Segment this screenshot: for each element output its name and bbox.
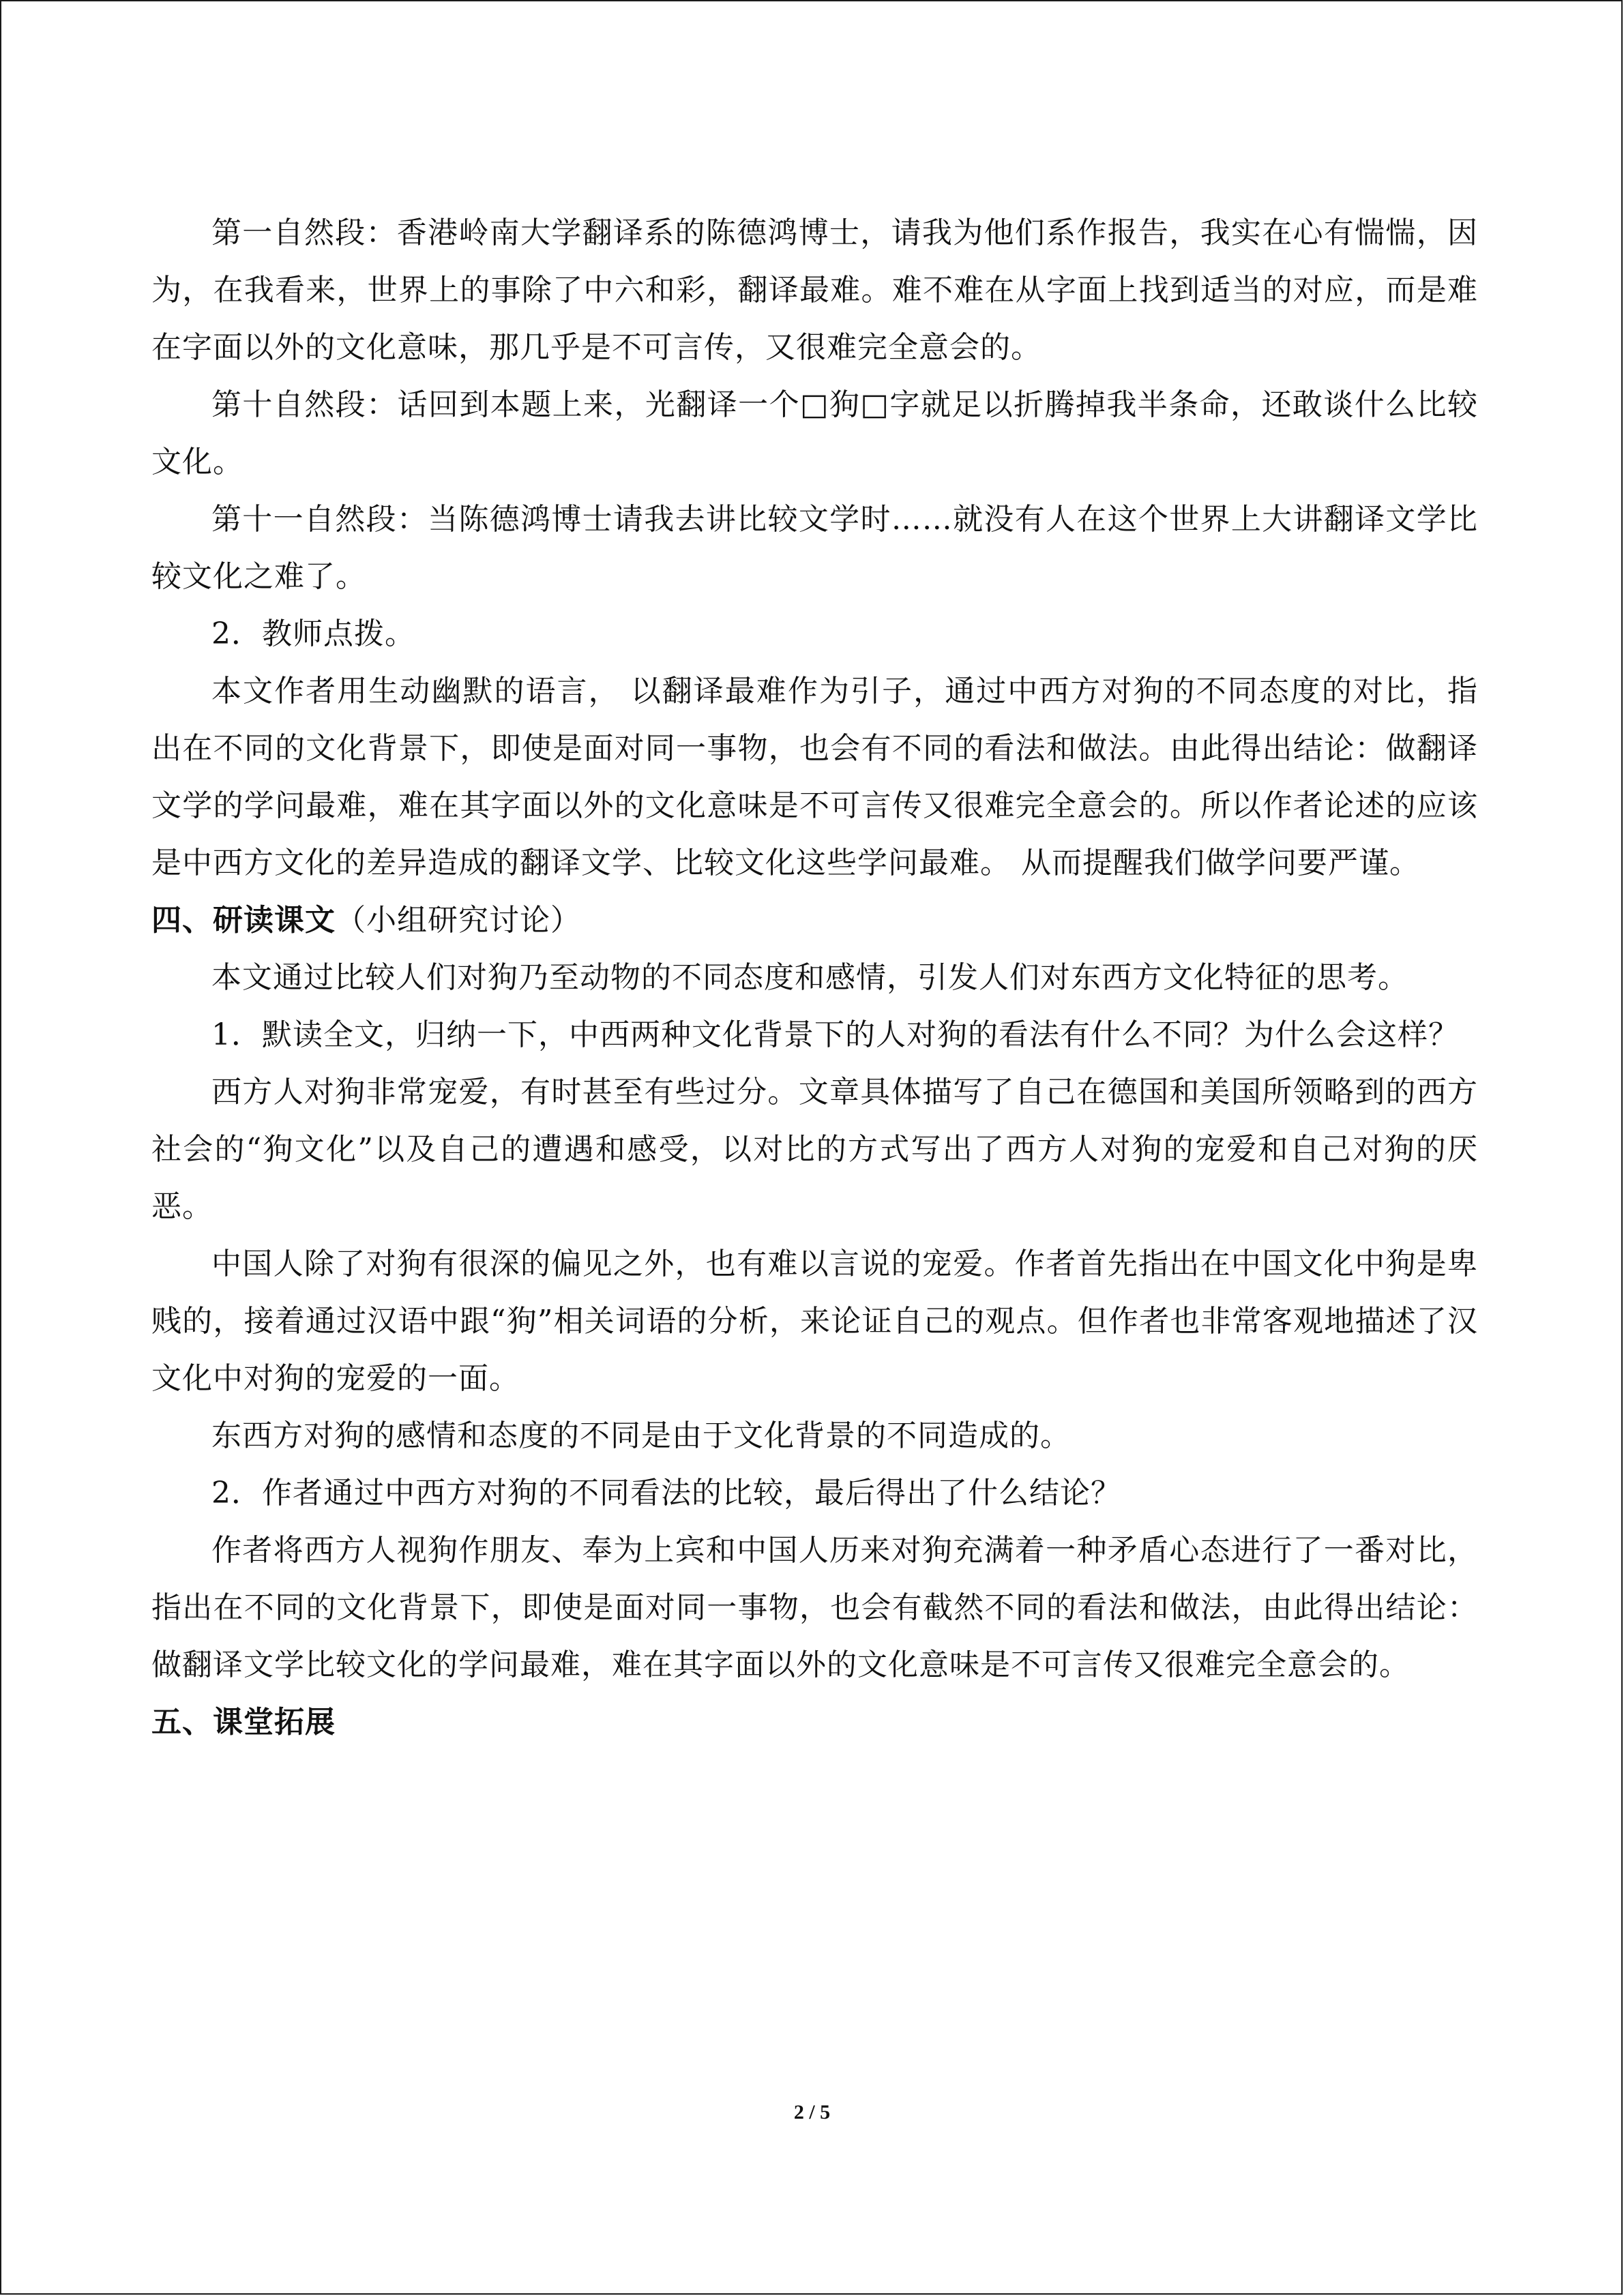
section-heading-4: [151, 892, 1478, 949]
document-body: [151, 205, 1478, 1751]
page-number: 2 / 5: [793, 2101, 831, 2123]
paragraph-3: 第十一自然段：当陈德鸿博士请我去讲比较文学时……就没有人在这个世界上大讲翻译文学比较文化之难了。: [151, 502, 1478, 594]
list-item-teacher-guidance: 2．教师点拨。: [211, 616, 415, 651]
question-1: 1．默读全文，归纳一下，中西两种文化背景下的人对狗的看法有什么不同？为什么会这样？: [211, 1017, 1459, 1052]
question-2: 2．作者通过中西方对狗的不同看法的比较，最后得出了什么结论？: [211, 1476, 1121, 1510]
paragraph-4: 本文作者用生动幽默的语言， 以翻译最难作为引子，通过中西方对狗的不同态度的对比，指出在不同的文化背景下，即使是面对同一事物，也会有不同的看法和做法。由此得出结论：做翻译文学的学问最难，难在其字面以外的文化意味是不可言传又很难完全意会的。所以作者论述的应该是中西方文化的差异造成的翻译文学、比较文化这些学问最难。 从而提醒我们做学问要严谨。: [151, 674, 1478, 880]
paragraph-1: 第一自然段：香港岭南大学翻译系的陈德鸿博士，请我为他们系作报告，我实在心有惴惴，因为，在我看来，世界上的事除了中六和彩，翻译最难。难不难在从字面上找到适当的对应，而是难在字面以外的文化意味，那几乎是不可言传，又很难完全意会的。: [151, 215, 1478, 365]
section-heading-5: [151, 1694, 1478, 1751]
paragraph-9: 作者将西方人视狗作朋友、奉为上宾和中国人历来对狗充满着一种矛盾心态进行了一番对比，指出在不同的文化背景下，即使是面对同一事物，也会有截然不同的看法和做法，由此得出结论：做翻译文学比较文化的学问最难，难在其字面以外的文化意味是不可言传又很难完全意会的。: [151, 1533, 1478, 1682]
paragraph-7: 中国人除了对狗有很深的偏见之外，也有难以言说的宠爱。作者首先指出在中国文化中狗是卑贱的，接着通过汉语中跟“狗”相关词语的分析，来论证自己的观点。但作者也非常客观地描述了汉文化中对狗的宠爱的一面。: [151, 1247, 1478, 1396]
paragraph-6: 西方人对狗非常宠爱，有时甚至有些过分。文章具体描写了自己在德国和美国所领略到的西方社会的“狗文化”以及自己的遭遇和感受，以对比的方式写出了西方人对狗的宠爱和自己对狗的厌恶。: [151, 1075, 1478, 1224]
paragraph-5: 本文通过比较人们对狗乃至动物的不同态度和感情，引发人们对东西方文化特征的思考。: [211, 960, 1408, 995]
section-heading-4-note: （小组研究讨论）: [336, 903, 581, 938]
section-heading-5-title: 五、课堂拓展: [151, 1705, 336, 1740]
paragraph-8: 东西方对狗的感情和态度的不同是由于文化背景的不同造成的。: [211, 1418, 1071, 1453]
section-heading-4-title: 四、研读课文: [151, 903, 336, 938]
paragraph-2: 第十自然段：话回到本题上来，光翻译一个□狗□字就足以折腾掉我半条命，还敢谈什么比较文化。: [151, 387, 1478, 479]
